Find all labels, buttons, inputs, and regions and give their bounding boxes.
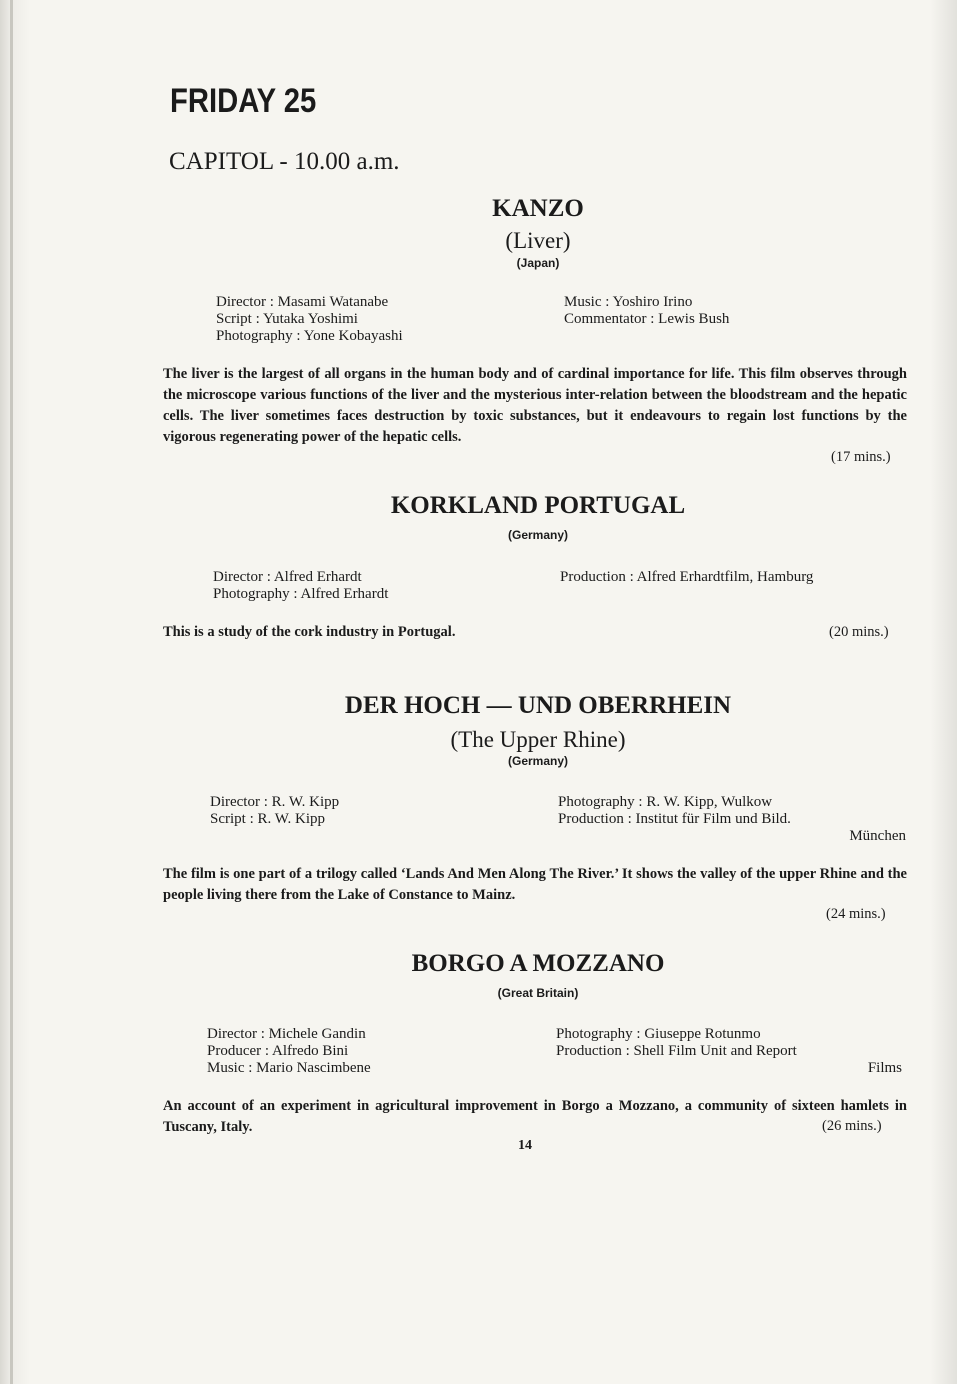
credit-line: Script : Yutaka Yoshimi	[216, 311, 358, 327]
film-title: DER HOCH — UND OBERRHEIN	[344, 692, 732, 719]
film-description: An account of an experiment in agricultural improvement in Borgo a Mozzano, a community of sixteen hamlets in Tuscany, Italy.	[163, 1098, 907, 1135]
credit-line: Production : Institut für Film und Bild.	[558, 811, 791, 827]
page-number: 14	[518, 1138, 532, 1153]
credit-line: Director : Michele Gandin	[207, 1026, 366, 1042]
credit-line: Director : Alfred Erhardt	[213, 569, 362, 585]
credit-line: Director : R. W. Kipp	[210, 794, 340, 810]
film-description: The liver is the largest of all organs in the human body and of cardinal importance for life. This film observes through the microscope various functions of the liver and the mysterious inter-relation between the bloodstream and the hepatic cells. The liver sometimes faces destruction by toxic substances, but it endeavours to regain lost functions by the vigorous regenerating power of the hepatic cells.	[163, 366, 907, 445]
credit-line: Script : R. W. Kipp	[210, 811, 326, 827]
film-title: BORGO A MOZZANO	[411, 950, 665, 977]
film-country: (Great Britain)	[497, 986, 579, 1000]
film-country: (Japan)	[516, 256, 560, 270]
film-subtitle: (Liver)	[505, 228, 571, 253]
film-country: (Germany)	[507, 528, 569, 542]
venue-time: CAPITOL - 10.00 a.m.	[169, 148, 400, 175]
film-duration: (20 mins.)	[829, 624, 889, 640]
credit-line: Music : Yoshiro Irino	[564, 294, 693, 310]
credit-line: Photography : Alfred Erhardt	[213, 586, 389, 602]
day-title: FRIDAY 25	[170, 82, 317, 120]
credits-left	[216, 294, 403, 345]
film-subtitle: (The Upper Rhine)	[450, 727, 626, 752]
credit-line: München	[849, 828, 906, 844]
film-duration: (17 mins.)	[831, 449, 891, 465]
credit-line: Photography : R. W. Kipp, Wulkow	[558, 794, 773, 810]
credit-line: Production : Alfred Erhardtfilm, Hamburg	[560, 569, 814, 585]
film-country: (Germany)	[507, 754, 569, 768]
credit-line: Commentator : Lewis Bush	[564, 311, 730, 327]
credits-left	[207, 1026, 371, 1077]
credit-line: Music : Mario Nascimbene	[207, 1060, 371, 1076]
credits-right	[558, 794, 906, 845]
film-duration: (24 mins.)	[826, 906, 886, 922]
credits-left	[213, 569, 388, 603]
film-description: The film is one part of a trilogy called ‘Lands And Men Along The River.’ It shows the valley of the upper Rhine and the people living there from the Lake of Constance to Mainz.	[163, 866, 907, 903]
credit-line: Photography : Yone Kobayashi	[216, 328, 403, 344]
credits-right	[556, 1026, 902, 1077]
credit-line: Director : Masami Watanabe	[216, 294, 389, 310]
credit-line: Films	[867, 1060, 902, 1076]
film-description: This is a study of the cork industry in Portugal.	[163, 624, 456, 640]
film-title: KANZO	[492, 195, 584, 222]
credits-right	[564, 294, 729, 328]
credits-left	[210, 794, 339, 828]
credit-line: Producer : Alfredo Bini	[207, 1043, 349, 1059]
credits-right	[560, 569, 813, 586]
film-title: KORKLAND PORTUGAL	[390, 492, 686, 519]
credit-line: Photography : Giuseppe Rotunmo	[556, 1026, 761, 1042]
credit-line: Production : Shell Film Unit and Report	[556, 1043, 797, 1059]
film-duration: (26 mins.)	[822, 1118, 882, 1134]
